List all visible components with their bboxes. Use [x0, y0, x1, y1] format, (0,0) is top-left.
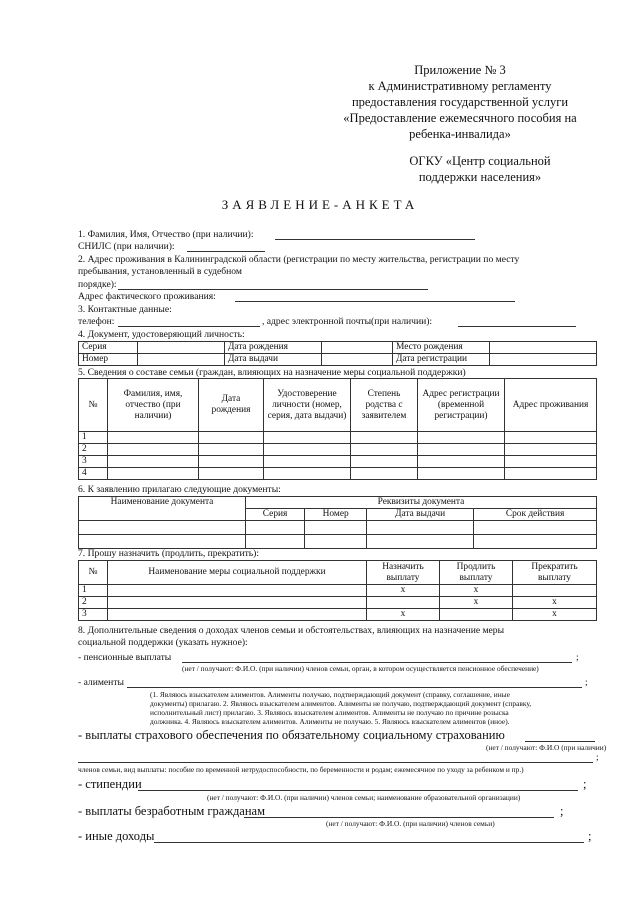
unemployed-field[interactable]	[244, 817, 554, 818]
id-regdate-value[interactable]	[490, 354, 597, 366]
alimony-field[interactable]	[127, 687, 582, 688]
header-line: предоставления государственной услуги	[351, 95, 569, 109]
cell[interactable]	[199, 456, 264, 468]
table-row	[79, 597, 597, 609]
cell[interactable]	[246, 535, 305, 549]
col-assign: Назначить выплату	[367, 561, 440, 585]
attachments-title: 6. К заявлению прилагаю следующие документы:	[78, 484, 281, 495]
stop-mark[interactable]: х	[513, 597, 597, 609]
table-row	[79, 432, 597, 444]
other-income-field[interactable]	[154, 842, 584, 843]
phone-label: телефон:	[78, 316, 115, 327]
table-row	[79, 342, 597, 354]
phone-field[interactable]	[118, 326, 260, 327]
family-table	[78, 378, 597, 480]
table-row	[79, 444, 597, 456]
cell[interactable]	[505, 456, 597, 468]
pension-field[interactable]	[182, 662, 572, 663]
extend-mark[interactable]: х	[440, 585, 513, 597]
col-number: №	[79, 561, 108, 585]
extend-mark[interactable]: х	[440, 597, 513, 609]
measure-cell[interactable]	[108, 597, 367, 609]
id-regdate-label: Дата регистрации	[393, 354, 490, 366]
table-row	[79, 521, 597, 535]
cell[interactable]	[505, 444, 597, 456]
row-number: 2	[79, 444, 108, 456]
col-number: №	[79, 379, 108, 432]
col-series: Серия	[246, 509, 305, 521]
row-number: 3	[79, 456, 108, 468]
cell[interactable]	[505, 432, 597, 444]
table-row	[79, 354, 597, 366]
row-number: 1	[79, 585, 108, 597]
income-title: 8. Дополнительные сведения о доходах членов семьи и обстоятельствах, влияющих на назначение меры	[78, 625, 505, 636]
assign-mark[interactable]	[367, 597, 440, 609]
id-issue-label: Дата выдачи	[225, 354, 322, 366]
cell[interactable]	[246, 521, 305, 535]
row-number: 2	[79, 597, 108, 609]
cell[interactable]	[199, 432, 264, 444]
address-fact-label: Адрес фактического проживания:	[78, 291, 216, 302]
id-series-value[interactable]	[138, 342, 225, 354]
fio-field[interactable]	[275, 239, 475, 240]
cell[interactable]	[418, 468, 505, 480]
address-reg-label-3: порядке):	[78, 279, 117, 290]
request-table	[78, 560, 597, 621]
col-issue-date: Дата выдачи	[367, 509, 474, 521]
alimony-note-4: должника. 4. Являюсь взыскателем алиментов. Алименты не получаю. 5. Являюсь взыскателем алиментов (иное).	[150, 717, 510, 726]
insurance-field-2[interactable]	[78, 762, 593, 763]
stipend-note: (нет / получают: Ф.И.О. (при наличии) членов семьи; наименование образовательной организации)	[207, 793, 521, 802]
table-row	[79, 609, 597, 621]
cell[interactable]	[367, 521, 474, 535]
cell[interactable]	[305, 535, 367, 549]
cell[interactable]	[505, 468, 597, 480]
insurance-field[interactable]	[525, 741, 595, 742]
col-extend: Продлить выплату	[440, 561, 513, 585]
cell[interactable]	[264, 432, 351, 444]
cell[interactable]	[108, 456, 199, 468]
col-doc-requisites: Реквизиты документа	[246, 497, 597, 509]
semicolon: ;	[585, 677, 588, 688]
stipend-field[interactable]	[138, 790, 578, 791]
col-live-address: Адрес проживания	[505, 379, 597, 432]
id-birthdate-label: Дата рождения	[225, 342, 322, 354]
id-issue-value[interactable]	[322, 354, 393, 366]
attachments-table	[78, 496, 597, 549]
address-reg-label-2: пребывания, установленный в судебном	[78, 266, 242, 277]
col-validity: Срок действия	[474, 509, 597, 521]
semicolon: ;	[583, 777, 587, 791]
table-header-row	[79, 379, 597, 432]
semicolon: ;	[596, 752, 599, 763]
email-label: , адрес электронной почты(при наличии):	[262, 316, 433, 327]
address-reg-field[interactable]	[118, 289, 428, 290]
fio-label: 1. Фамилия, Имя, Отчество (при наличии):	[78, 229, 254, 240]
stop-mark[interactable]	[513, 585, 597, 597]
id-birthdate-value[interactable]	[322, 342, 393, 354]
col-relation: Степень родства с заявителем	[351, 379, 418, 432]
measure-cell[interactable]	[108, 585, 367, 597]
table-row	[79, 535, 597, 549]
header-line: ребенка-инвалида»	[409, 127, 511, 141]
pension-label: - пенсионные выплаты	[78, 652, 172, 663]
id-number-value[interactable]	[138, 354, 225, 366]
addressee-line: поддержки населения»	[418, 170, 542, 184]
table-row	[79, 456, 597, 468]
cell[interactable]	[264, 468, 351, 480]
assign-mark[interactable]: х	[367, 609, 440, 621]
semicolon: ;	[576, 652, 579, 663]
id-doc-table	[78, 341, 597, 366]
measure-cell[interactable]	[108, 609, 367, 621]
cell[interactable]	[351, 456, 418, 468]
cell[interactable]	[418, 432, 505, 444]
table-row	[79, 585, 597, 597]
stipend-label: - стипендии	[78, 777, 142, 791]
cell[interactable]	[474, 521, 597, 535]
id-doc-title: 4. Документ, удостоверяющий личность:	[78, 329, 245, 340]
alimony-label: - алименты	[78, 677, 124, 688]
other-income-label: - иные доходы	[78, 829, 155, 843]
unemployed-label: - выплаты безработным гражданам	[78, 804, 266, 818]
col-number: Номер	[305, 509, 367, 521]
request-title: 7. Прошу назначить (продлить, прекратить):	[78, 548, 260, 559]
row-number: 1	[79, 432, 108, 444]
cell[interactable]	[351, 432, 418, 444]
cell[interactable]	[351, 468, 418, 480]
alimony-note-1: (1. Являюсь взыскателем алиментов. Алименты получаю, подтверждающий документ (справку, соглашение, иные	[150, 690, 510, 699]
id-birthplace-label: Место рождения	[393, 342, 490, 354]
assign-mark[interactable]: х	[367, 585, 440, 597]
cell[interactable]	[264, 444, 351, 456]
addressee	[340, 153, 620, 185]
cell[interactable]	[351, 444, 418, 456]
cell[interactable]	[108, 468, 199, 480]
col-measure: Наименование меры социальной поддержки	[108, 561, 367, 585]
col-stop: Прекратить выплату	[513, 561, 597, 585]
row-number: 4	[79, 468, 108, 480]
address-fact-field[interactable]	[235, 301, 515, 302]
semicolon: ;	[560, 804, 564, 818]
id-number-label: Номер	[79, 354, 138, 366]
table-header-row	[79, 497, 597, 509]
header-line: Приложение № 3	[414, 63, 506, 77]
cell[interactable]	[199, 444, 264, 456]
cell[interactable]	[264, 456, 351, 468]
appendix-header	[300, 62, 620, 142]
col-fio: Фамилия, имя, отчество (при наличии)	[108, 379, 199, 432]
table-row	[79, 468, 597, 480]
cell[interactable]	[79, 535, 246, 549]
col-id-doc: Удостоверение личности (номер, серия, дата выдачи)	[264, 379, 351, 432]
col-reg-address: Адрес регистрации (временной регистрации)	[418, 379, 505, 432]
cell[interactable]	[418, 444, 505, 456]
cell[interactable]	[367, 535, 474, 549]
alimony-note-3: исполнительный лист) прилагаю. 3. Являюсь взыскателем алиментов. Алименты не получаю по причине розыска	[150, 708, 509, 717]
insurance-note-1: (нет / получают: Ф.И.О (при наличии)	[486, 743, 607, 752]
alimony-note-2: документы) прилагаю. 2. Являюсь взыскателем алиментов. Алименты не получаю, подтверждающий документ (справку,	[150, 699, 532, 708]
stop-mark[interactable]: х	[513, 609, 597, 621]
pension-note: (нет / получают: Ф.И.О. (при наличии) членов семьи, орган, в котором осуществляется пенсионное обеспечение)	[182, 664, 539, 673]
semicolon: ;	[588, 829, 592, 843]
cell[interactable]	[199, 468, 264, 480]
cell[interactable]	[305, 521, 367, 535]
cell[interactable]	[108, 444, 199, 456]
family-title: 5. Сведения о составе семьи (граждан, влияющих на назначение меры социальной поддержки)	[78, 367, 466, 378]
col-doc-name: Наименование документа	[79, 497, 246, 521]
extend-mark[interactable]	[440, 609, 513, 621]
page-title: ЗАЯВЛЕНИЕ-АНКЕТА	[221, 197, 419, 212]
cell[interactable]	[474, 535, 597, 549]
snils-label: СНИЛС (при наличии):	[78, 241, 175, 252]
header-line: «Предоставление ежемесячного пособия на	[343, 111, 577, 125]
insurance-note-2: членов семьи, вид выплаты: пособие по временной нетрудоспособности, по беременности и родам; ежемесячное по уходу за ребенком и пр.)	[78, 765, 524, 774]
addressee-line: ОГКУ «Центр социальной	[409, 154, 551, 168]
table-header-row	[79, 561, 597, 585]
header-line: к Административному регламенту	[368, 79, 552, 93]
id-birthplace-value[interactable]	[490, 342, 597, 354]
id-series-label: Серия	[79, 342, 138, 354]
row-number: 3	[79, 609, 108, 621]
insurance-label: - выплаты страхового обеспечения по обязательному социальному страхованию	[78, 728, 505, 742]
cell[interactable]	[108, 432, 199, 444]
address-reg-label: 2. Адрес проживания в Калининградской области (регистрации по месту жительства, регистрации по месту	[78, 254, 520, 265]
contacts-title: 3. Контактные данные:	[78, 304, 172, 315]
col-birthdate: Дата рождения	[199, 379, 264, 432]
snils-field[interactable]	[187, 251, 265, 252]
income-title-2: социальной поддержки (указать нужное):	[78, 637, 248, 648]
unemployed-note: (нет / получают: Ф.И.О. (при наличии) членов семьи)	[326, 819, 495, 828]
cell[interactable]	[418, 456, 505, 468]
cell[interactable]	[79, 521, 246, 535]
email-field[interactable]	[458, 326, 576, 327]
